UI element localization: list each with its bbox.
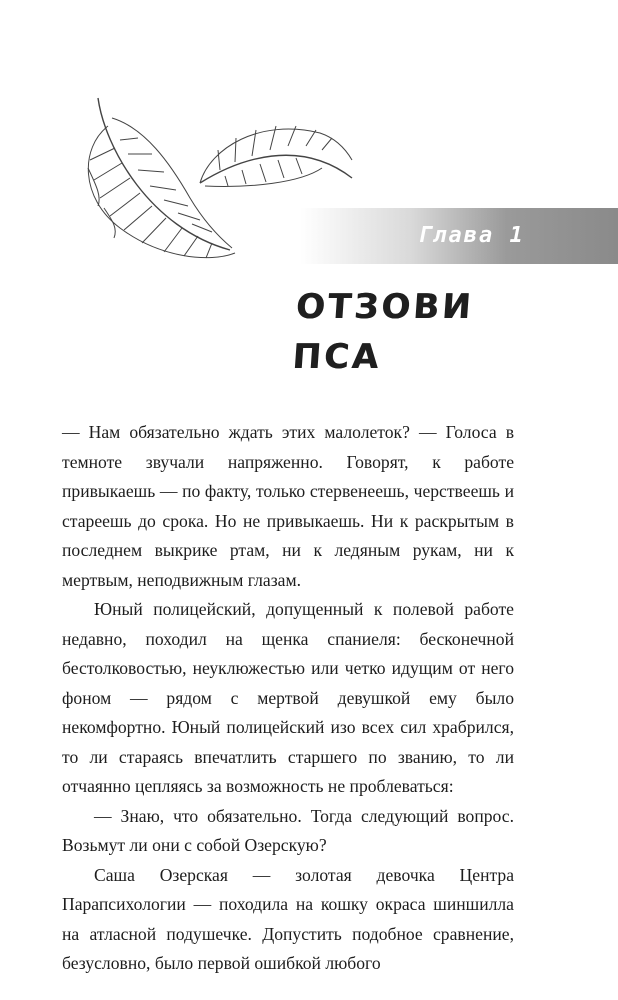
paragraph: Юный полицейский, допущенный к полевой работе недавно, походил на щенка спаниеля: бесконечной бестолковостью, неуклюжестью или четко идущим от него фоном — рядом с мертвой девушкой ему было некомфортно. Юный полицейский изо всех сил храбрился, то ли стараясь впечатлить старшего по званию, то ли отчаянно цепляясь за возможность не проблеваться: (62, 599, 514, 796)
chapter-label: Глава 1 (418, 223, 525, 248)
paragraph: Саша Озерская — золотая девочка Центра Парапсихологии — походила на кошку окраса шиншилла на атласной подушечке. Допустить подобное сравнение, безусловно, было первой ошибкой любого (62, 864, 514, 973)
body-text (62, 418, 514, 979)
paragraph: — Нам обязательно ждать этих малолеток? — Голоса в темноте звучали напряженно. Говорят, к работе привыкаешь — по факту, только стервенеешь, черствеешь и стареешь до срока. Но не привыкаешь. Ни к раскрытым в последнем выкрике ртам, ни к ледяным рукам, ни к мертвым, неподвижным глазам. (62, 422, 514, 590)
chapter-title: ОТЗОВИ ПСА (291, 287, 475, 377)
paragraph: — Знаю, что обязательно. Тогда следующий вопрос. Возьмут ли они с собой Озерскую? (62, 805, 514, 855)
